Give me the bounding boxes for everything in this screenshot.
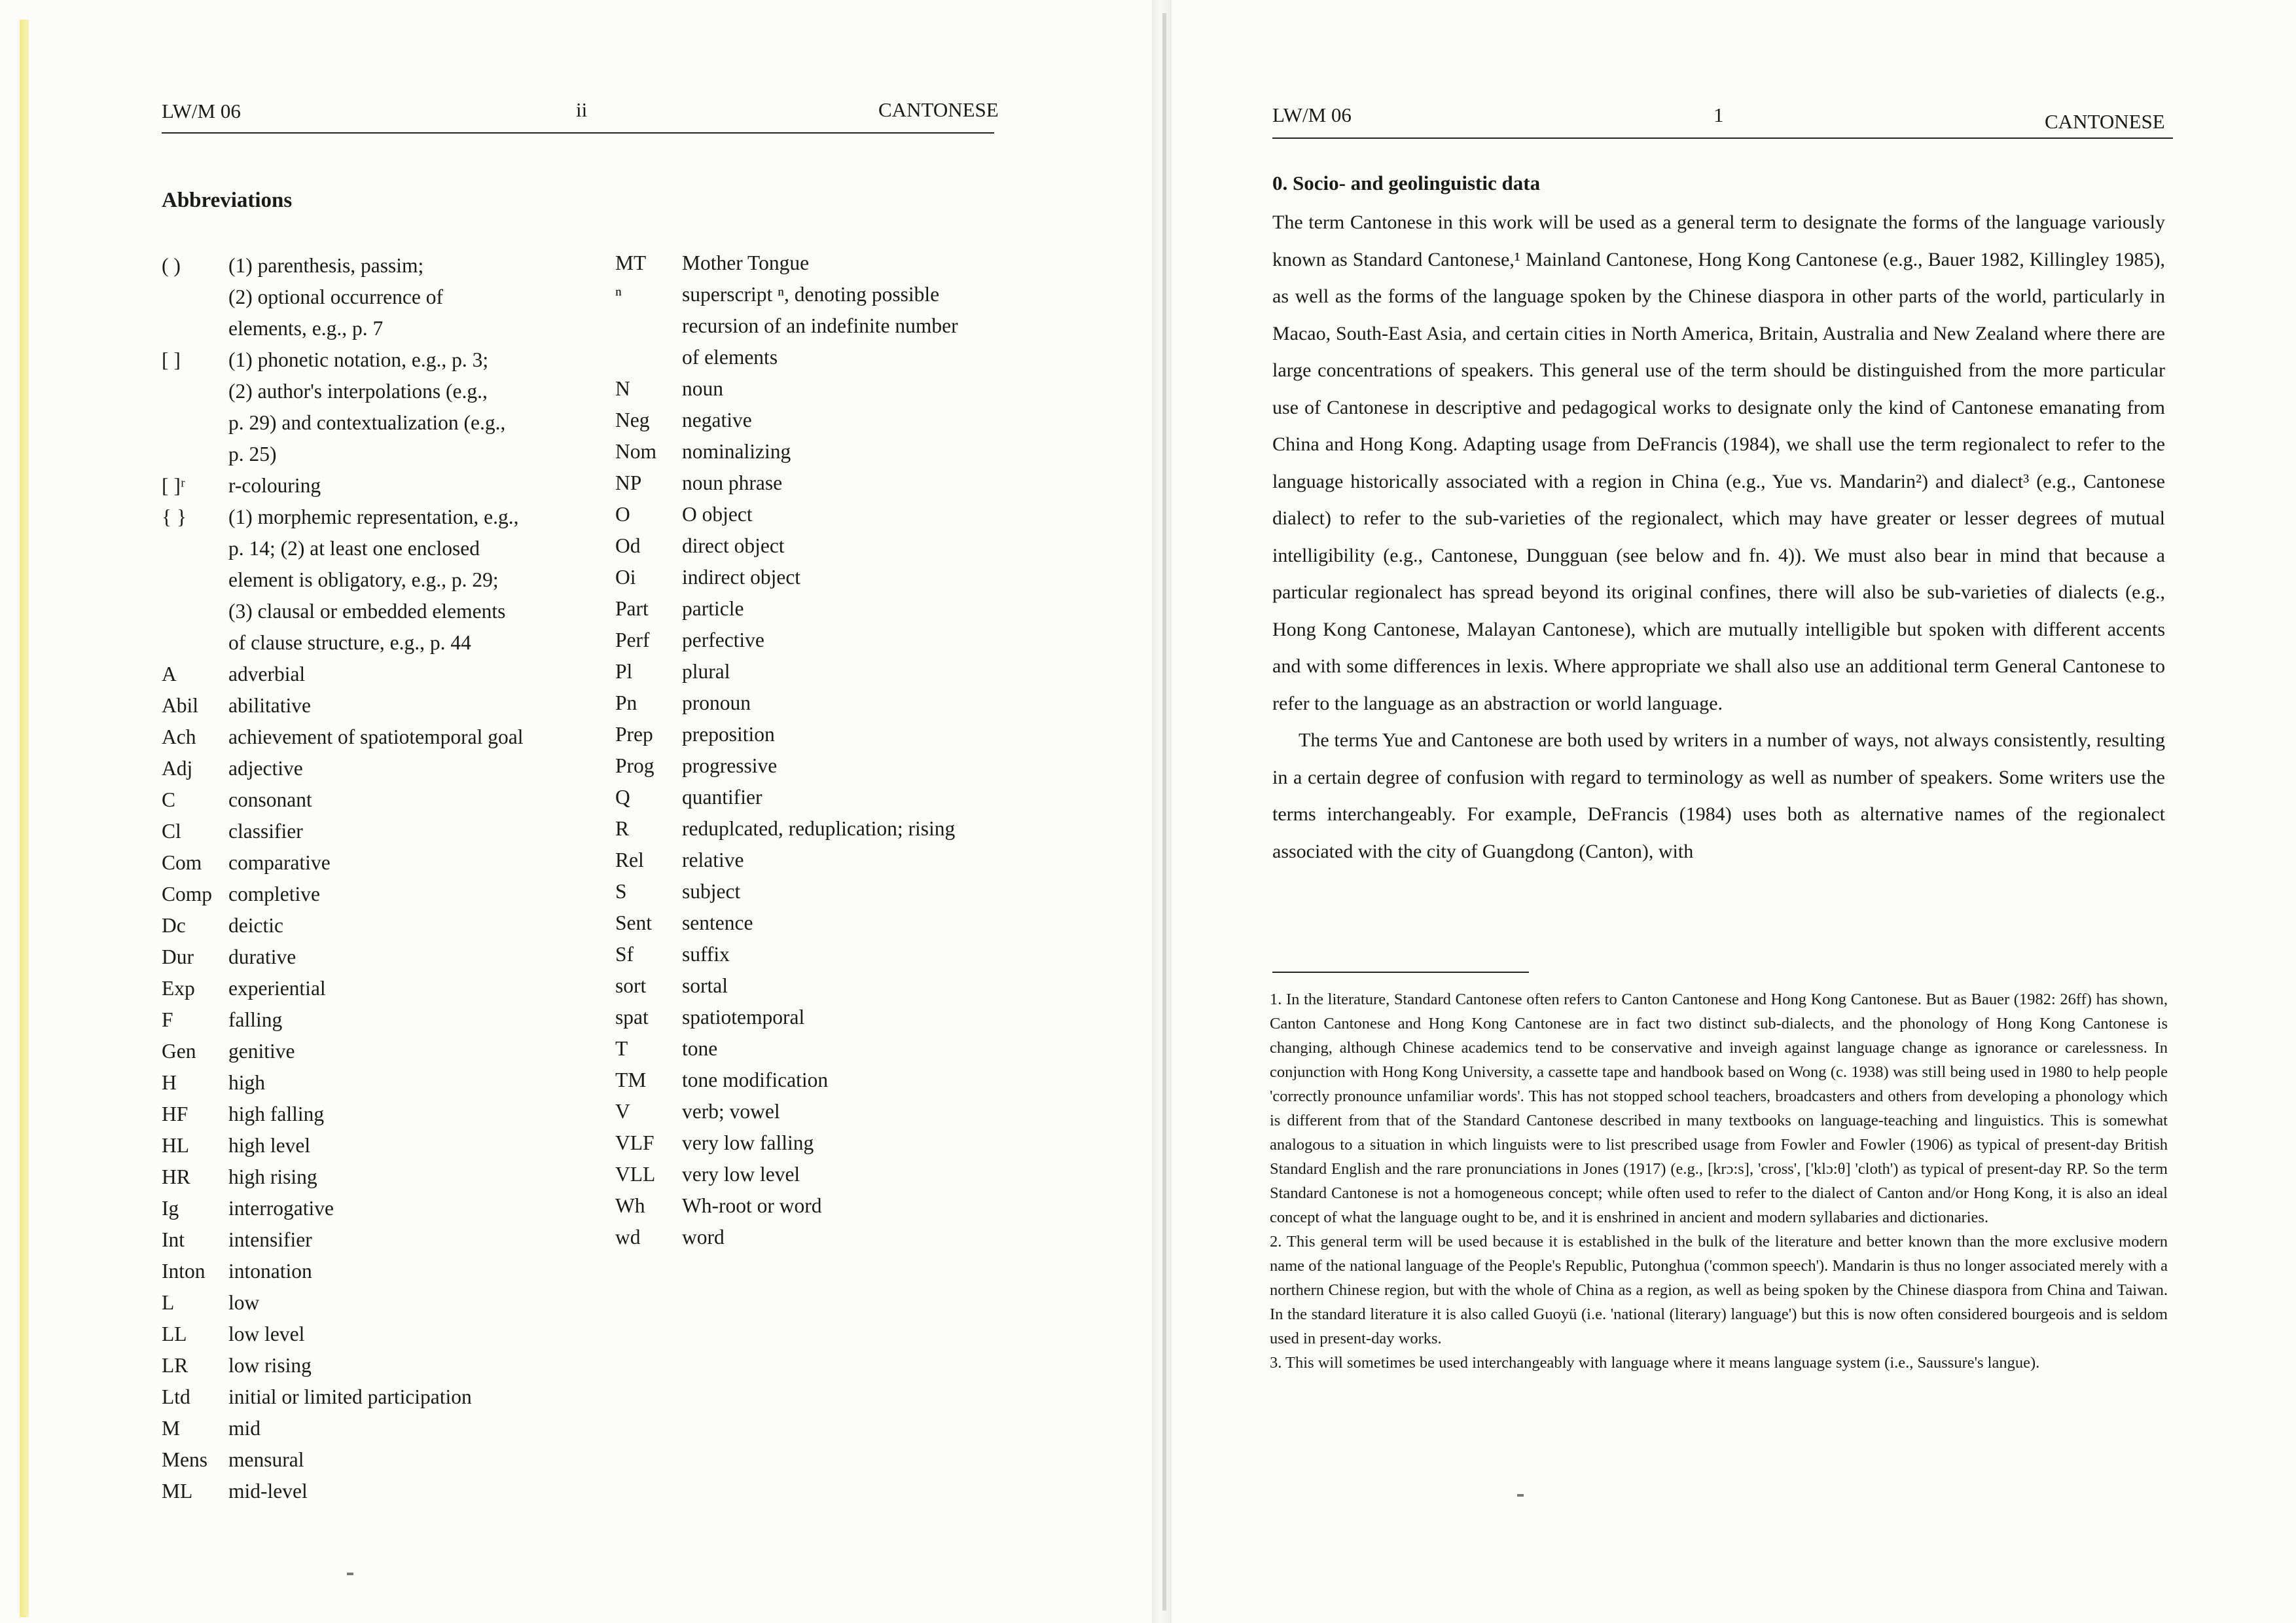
abbreviation-row: [162, 1161, 554, 1193]
abbreviation-code: VLF: [615, 1131, 655, 1154]
abbreviation-row: [162, 1287, 554, 1319]
abbreviation-code: L: [162, 1291, 175, 1314]
abbreviation-code: Com: [162, 851, 202, 874]
abbreviation-definition: of clause structure, e.g., p. 44: [228, 631, 471, 654]
abbreviation-row: [162, 659, 554, 690]
abbreviation-row: [162, 376, 554, 407]
abbreviation-row: [615, 593, 1008, 625]
abbreviation-code: LL: [162, 1322, 187, 1345]
abbreviation-row: [162, 1099, 554, 1130]
abbreviation-code: HR: [162, 1165, 190, 1188]
abbreviation-definition: pronoun: [682, 691, 751, 714]
abbreviation-definition: relative: [682, 848, 744, 871]
abbreviation-definition: quantifier: [682, 786, 762, 809]
abbreviation-row: [162, 1350, 554, 1381]
abbreviation-code: Neg: [615, 409, 650, 431]
abbreviation-definition: verb; vowel: [682, 1100, 780, 1123]
abbreviation-definition: genitive: [228, 1040, 295, 1063]
abbreviation-code: Dur: [162, 945, 194, 968]
abbreviation-definition: interrogative: [228, 1197, 334, 1220]
abbreviation-definition: p. 29) and contextualization (e.g.,: [228, 411, 506, 434]
abbreviation-code: Dc: [162, 914, 186, 937]
abbreviation-row: [162, 1413, 554, 1444]
abbreviation-row: [162, 1130, 554, 1161]
abbreviation-definition: progressive: [682, 754, 778, 777]
abbreviation-row: [615, 373, 1008, 405]
abbreviation-row: [162, 847, 554, 879]
abbreviation-code: ML: [162, 1480, 193, 1503]
abbreviation-definition: falling: [228, 1008, 283, 1031]
abbreviation-row: [162, 910, 554, 941]
abbreviation-row: [162, 1224, 554, 1256]
abbreviation-definition: initial or limited participation: [228, 1385, 472, 1408]
abbreviation-definition: low rising: [228, 1354, 312, 1377]
abbreviation-code: [162, 533, 228, 564]
left-header-rule: [162, 132, 994, 134]
abbreviation-definition: very low level: [682, 1163, 800, 1186]
section-heading: 0. Socio- and geolinguistic data: [1272, 172, 1541, 194]
abbreviation-row: [615, 1002, 1008, 1033]
right-page-number: 1: [1713, 103, 1724, 126]
abbreviation-definition: tone modification: [682, 1068, 829, 1091]
abbreviation-row: [162, 941, 554, 973]
abbreviation-definition: of elements: [682, 346, 778, 369]
abbreviation-code: Wh: [615, 1194, 645, 1217]
paragraph: The terms Yue and Cantonese are both used by writers in a number of ways, not always consistently, resulting in a certain degree of confusion with regard to terminology as well as number of speakers. Some writers use the terms interchangeably. For example, DeFrancis (1984) uses both as alternative names of the regionalect associated with the city of Guangdong (Canton), with: [1272, 729, 2165, 862]
abbreviation-definition: very low falling: [682, 1131, 814, 1154]
abbreviation-definition: subject: [682, 880, 741, 903]
abbreviation-row: [615, 625, 1008, 656]
abbreviation-code: R: [615, 817, 630, 840]
abbreviation-definition: abilitative: [228, 694, 311, 717]
abbreviation-definition: p. 25): [228, 443, 277, 465]
page-edge: [20, 20, 29, 1617]
abbreviation-code: VLL: [615, 1163, 656, 1186]
abbreviation-code: Mens: [162, 1448, 207, 1471]
left-header-title: CANTONESE: [878, 98, 999, 121]
abbreviation-definition: achievement of spatiotemporal goal: [228, 725, 524, 748]
abbreviation-row: [615, 1222, 1008, 1253]
abbreviation-definition: low level: [228, 1322, 305, 1345]
abbreviation-code: LR: [162, 1354, 188, 1377]
abbreviation-code: Oi: [615, 566, 636, 589]
footnote: 3. This will sometimes be used interchangeably with language where it means language system (i.e., Saussure's langue).: [1270, 1354, 2040, 1372]
abbreviation-row: [162, 596, 554, 627]
abbreviation-code: Cl: [162, 820, 181, 843]
abbreviation-row: [162, 533, 554, 564]
abbreviation-code: Prog: [615, 754, 655, 777]
abbreviation-row: [162, 282, 554, 313]
abbreviation-code: Exp: [162, 977, 195, 1000]
abbreviation-definition: adverbial: [228, 663, 306, 685]
abbreviation-code: C: [162, 788, 176, 811]
abbreviation-code: ⁿ: [615, 283, 622, 306]
abbreviation-row: [615, 467, 1008, 499]
abbreviation-row: [162, 501, 554, 533]
footnote: 1. In the literature, Standard Cantonese often refers to Canton Cantonese and Hong Kong Cantonese. But as Bauer (1982: 26ff) has shown, Canton Cantonese and Hong Kong Cantonese are in fact two distinct sub-dialects, and the phonology of Hong Kong Cantonese is changing, although Chinese academics tend to be conservative and inveigh against language change as ignorance or carelessness. In conjunction with Hong Kong University, a cassette tape and handbook based on Wong (c. 1938) was still being used in 1980 to help people 'correctly pronounce unfamiliar words'. This has not stopped school teachers, broadcasters and others from developing a phonology which is different from that of the Standard Cantonese described in many textbooks on language-teaching and linguistics. This is somewhat analogous to a situation in which linguists were to list prescribed usage from Fowler and Fowler (1906) as typical of present-day British Standard English and the rare pronunciations in Jones (1917) (e.g., [krɔ:s], 'cross', ['klɔ:θ] 'cloth') as typical of present-day RP. So the term Standard Cantonese is not a homogeneous concept; while often used to refer to the dialect of Canton and/or Hong Kong, it is also an ideal concept of what the language ought to be, and it is enshrined in ancient and modern syllabaries and dictionaries.: [1270, 991, 2168, 1226]
abbreviation-definition: negative: [682, 409, 752, 431]
abbreviation-code: TM: [615, 1068, 647, 1091]
abbreviation-row: [162, 973, 554, 1004]
abbreviation-definition: mid-level: [228, 1480, 308, 1503]
abbreviation-definition: indirect object: [682, 566, 801, 589]
abbreviation-code: Rel: [615, 848, 644, 871]
abbreviation-definition: sortal: [682, 974, 728, 997]
abbreviation-definition: suffix: [682, 943, 730, 966]
abbreviation-code: Gen: [162, 1040, 196, 1063]
abbreviation-definition: word: [682, 1226, 725, 1249]
abbreviation-row: [615, 1190, 1008, 1222]
abbreviation-definition: (3) clausal or embedded elements: [228, 600, 506, 623]
abbreviation-definition: O object: [682, 503, 753, 526]
abbreviation-code: HF: [162, 1103, 188, 1125]
left-header-series: LW/M 06: [162, 100, 241, 122]
abbreviation-definition: r-colouring: [228, 474, 321, 497]
abbreviation-row: [615, 342, 1008, 373]
abbreviation-code: Ach: [162, 725, 196, 748]
abbreviation-row: [615, 405, 1008, 436]
abbreviation-row: [162, 344, 554, 376]
abbreviation-row: [615, 719, 1008, 750]
abbreviation-row: [615, 907, 1008, 939]
abbreviation-definition: elements, e.g., p. 7: [228, 317, 384, 340]
abbreviation-code: [ ]: [162, 348, 181, 371]
abbreviation-code: F: [162, 1008, 173, 1031]
abbreviation-code: Adj: [162, 757, 193, 780]
abbreviation-definition: (1) phonetic notation, e.g., p. 3;: [228, 348, 489, 371]
abbreviation-row: [615, 970, 1008, 1002]
abbreviation-definition: p. 14; (2) at least one enclosed: [228, 537, 480, 560]
abbreviation-code: [615, 342, 682, 373]
abbreviation-row: [615, 939, 1008, 970]
abbreviation-row: [615, 813, 1008, 845]
abbreviation-row: [162, 407, 554, 439]
abbreviation-definition: plural: [682, 660, 730, 683]
abbreviation-row: [162, 1381, 554, 1413]
abbreviation-row: [615, 876, 1008, 907]
abbreviation-code: Nom: [615, 440, 656, 463]
abbreviation-code: T: [615, 1037, 628, 1060]
abbreviation-definition: tone: [682, 1037, 718, 1060]
abbreviation-definition: consonant: [228, 788, 312, 811]
abbreviation-code: S: [615, 880, 627, 903]
abbreviation-definition: high falling: [228, 1103, 325, 1125]
abbreviation-row: [162, 627, 554, 659]
abbreviation-row: [615, 279, 1008, 310]
abbreviation-code: Od: [615, 534, 641, 557]
abbreviation-row: [615, 499, 1008, 530]
abbreviation-code: [162, 282, 228, 313]
abbreviation-row: [162, 313, 554, 344]
abbreviation-definition: perfective: [682, 629, 764, 651]
abbreviation-code: MT: [615, 251, 647, 274]
abbreviation-definition: noun phrase: [682, 471, 783, 494]
abbreviation-code: { }: [162, 505, 187, 528]
abbreviation-code: wd: [615, 1226, 641, 1249]
abbreviation-definition: high rising: [228, 1165, 317, 1188]
abbreviation-row: [615, 1096, 1008, 1127]
abbreviation-definition: superscript ⁿ, denoting possible: [682, 283, 940, 306]
abbreviation-definition: spatiotemporal: [682, 1006, 805, 1029]
right-header-title: CANTONESE: [2045, 110, 2165, 133]
right-header-series: LW/M 06: [1272, 103, 1352, 126]
abbreviation-row: [615, 1127, 1008, 1159]
abbreviation-code: Part: [615, 597, 649, 620]
abbreviation-code: NP: [615, 471, 642, 494]
abbreviation-definition: element is obligatory, e.g., p. 29;: [228, 568, 499, 591]
abbreviation-row: [162, 1004, 554, 1036]
abbreviation-row: [615, 436, 1008, 467]
abbreviation-definition: preposition: [682, 723, 775, 746]
abbreviation-code: [162, 627, 228, 659]
abbreviation-definition: comparative: [228, 851, 331, 874]
abbreviation-row: [162, 816, 554, 847]
abbreviation-code: Perf: [615, 629, 650, 651]
abbreviation-definition: classifier: [228, 820, 303, 843]
abbreviations-column-1: [162, 250, 554, 1507]
abbreviation-definition: direct object: [682, 534, 785, 557]
abbreviation-code: [162, 376, 228, 407]
left-page-number: ii: [576, 98, 588, 121]
abbreviation-code: O: [615, 503, 630, 526]
abbreviation-definition: Wh-root or word: [682, 1194, 822, 1217]
abbreviation-row: [615, 310, 1008, 342]
abbreviation-code: [162, 313, 228, 344]
abbreviation-code: Comp: [162, 883, 213, 905]
abbreviation-code: Prep: [615, 723, 653, 746]
abbreviation-row: [615, 845, 1008, 876]
abbreviation-definition: deictic: [228, 914, 283, 937]
abbreviation-row: [162, 1036, 554, 1067]
abbreviation-code: [162, 564, 228, 596]
abbreviation-code: V: [615, 1100, 630, 1123]
abbreviation-definition: high: [228, 1071, 266, 1094]
abbreviation-definition: completive: [228, 883, 320, 905]
abbreviation-row: [162, 1193, 554, 1224]
book-gutter: [1152, 0, 1172, 1623]
right-header-rule: [1272, 137, 2173, 139]
footnotes: [1270, 987, 2168, 1375]
abbreviation-row: [615, 782, 1008, 813]
abbreviation-row: [615, 562, 1008, 593]
abbreviation-row: [162, 564, 554, 596]
abbreviation-code: Ig: [162, 1197, 179, 1220]
abbreviation-row: [162, 470, 554, 501]
abbreviation-code: Pn: [615, 691, 637, 714]
abbreviation-row: [615, 1065, 1008, 1096]
abbreviation-code: [162, 407, 228, 439]
abbreviation-row: [162, 690, 554, 721]
abbreviation-row: [162, 1476, 554, 1507]
gutter-shadow: [1162, 13, 1166, 1611]
abbreviation-code: N: [615, 377, 630, 400]
abbreviation-code: Sent: [615, 911, 653, 934]
abbreviation-code: M: [162, 1417, 181, 1440]
abbreviation-code: spat: [615, 1006, 649, 1029]
abbreviation-definition: intensifier: [228, 1228, 312, 1251]
abbreviation-code: sort: [615, 974, 647, 997]
abbreviation-row: [162, 250, 554, 282]
abbreviations-heading: Abbreviations: [162, 189, 293, 212]
abbreviation-row: [615, 1159, 1008, 1190]
abbreviation-code: Inton: [162, 1260, 206, 1283]
abbreviation-definition: intonation: [228, 1260, 312, 1283]
footnote: 2. This general term will be used because it is established in the bulk of the literature and better known than the more exclusive modern name of the national language of the People's Republic, Putonghua ('common speech'). Mandarin is thus no longer associated merely with a northern Chinese region, but with the whole of China as a region, as well as being spoken by the Chinese diaspora from China and Taiwan. In the standard literature it is also called Guoyü (i.e. 'national (literary) language') but this is now often considered bourgeois and is seldom used in present-day works.: [1270, 1233, 2168, 1347]
abbreviation-code: HL: [162, 1134, 189, 1157]
abbreviation-code: H: [162, 1071, 177, 1094]
abbreviation-code: [615, 310, 682, 342]
abbreviation-code: Q: [615, 786, 630, 809]
abbreviation-row: [162, 784, 554, 816]
paragraph: The term Cantonese in this work will be used as a general term to designate the forms of the language variously known as Standard Cantonese,¹ Mainland Cantonese, Hong Kong Cantonese (e.g., Bauer 1982, Killingley 1985), as well as the forms of the language spoken by the Chinese diaspora in other parts of the world, particularly in Macao, South-East Asia, and certain cities in North America, Britain, Australia and New Zealand where there are large concentrations of speakers. This general use of the term should be distinguished from the more particular use of Cantonese in descriptive and pedagogical works to designate only the kind of Cantonese emanating from China and Hong Kong. Adapting usage from DeFrancis (1984), we shall use the term regionalect to refer to the language historically associated with a region in China (e.g., Yue vs. Mandarin²) and dialect³ (e.g., Cantonese dialect) to refer to the sub-varieties of the regionalect, which may have greater or lesser degrees of mutual intelligibility (e.g., Cantonese, Dungguan (see below and fn. 4)). We must also bear in mind that because a particular regionalect has spread beyond its original confines, there will also be sub-varieties of dialects (e.g., Hong Kong Cantonese, Malayan Cantonese), which are mutually intelligible but spoken with different accents and with some differences in lexis. Where appropriate we shall also use an additional term General Cantonese to refer to the language as an abstraction or world language.: [1272, 211, 2165, 714]
abbreviation-row: [162, 439, 554, 470]
abbreviation-row: [615, 247, 1008, 279]
abbreviation-code: Abil: [162, 694, 199, 717]
abbreviation-row: [615, 750, 1008, 782]
scan-speck: [1517, 1494, 1524, 1497]
body-text: [1272, 204, 2165, 870]
abbreviation-definition: (1) parenthesis, passim;: [228, 254, 424, 277]
abbreviation-row: [615, 656, 1008, 687]
abbreviation-definition: durative: [228, 945, 296, 968]
abbreviation-code: Sf: [615, 943, 634, 966]
abbreviation-code: Int: [162, 1228, 185, 1251]
abbreviation-definition: experiential: [228, 977, 326, 1000]
abbreviation-definition: mensural: [228, 1448, 304, 1471]
abbreviation-row: [162, 879, 554, 910]
abbreviation-definition: reduplcated, reduplication; rising: [682, 817, 956, 840]
abbreviation-row: [162, 721, 554, 753]
abbreviation-definition: adjective: [228, 757, 303, 780]
abbreviation-code: [ ]ʳ: [162, 474, 185, 497]
abbreviation-row: [615, 1033, 1008, 1065]
abbreviation-definition: sentence: [682, 911, 753, 934]
scan-speck: [347, 1573, 353, 1575]
abbreviation-definition: particle: [682, 597, 744, 620]
abbreviation-row: [162, 1256, 554, 1287]
abbreviation-row: [615, 530, 1008, 562]
abbreviation-definition: (2) author's interpolations (e.g.,: [228, 380, 488, 403]
abbreviation-code: [162, 596, 228, 627]
abbreviation-definition: nominalizing: [682, 440, 791, 463]
abbreviation-code: Ltd: [162, 1385, 190, 1408]
abbreviation-row: [615, 687, 1008, 719]
abbreviation-definition: high level: [228, 1134, 311, 1157]
abbreviation-code: [162, 439, 228, 470]
abbreviation-row: [162, 1319, 554, 1350]
abbreviation-definition: recursion of an indefinite number: [682, 314, 958, 337]
abbreviation-code: ( ): [162, 254, 181, 277]
abbreviation-code: Pl: [615, 660, 633, 683]
abbreviation-definition: low: [228, 1291, 260, 1314]
footnote-rule: [1272, 972, 1529, 973]
abbreviation-row: [162, 753, 554, 784]
abbreviation-definition: Mother Tongue: [682, 251, 810, 274]
abbreviation-definition: noun: [682, 377, 723, 400]
abbreviation-definition: (2) optional occurrence of: [228, 285, 443, 308]
abbreviation-definition: (1) morphemic representation, e.g.,: [228, 505, 519, 528]
abbreviation-code: A: [162, 663, 177, 685]
abbreviation-row: [162, 1067, 554, 1099]
abbreviation-definition: mid: [228, 1417, 261, 1440]
abbreviation-row: [162, 1444, 554, 1476]
abbreviations-column-2: [615, 247, 1008, 1253]
